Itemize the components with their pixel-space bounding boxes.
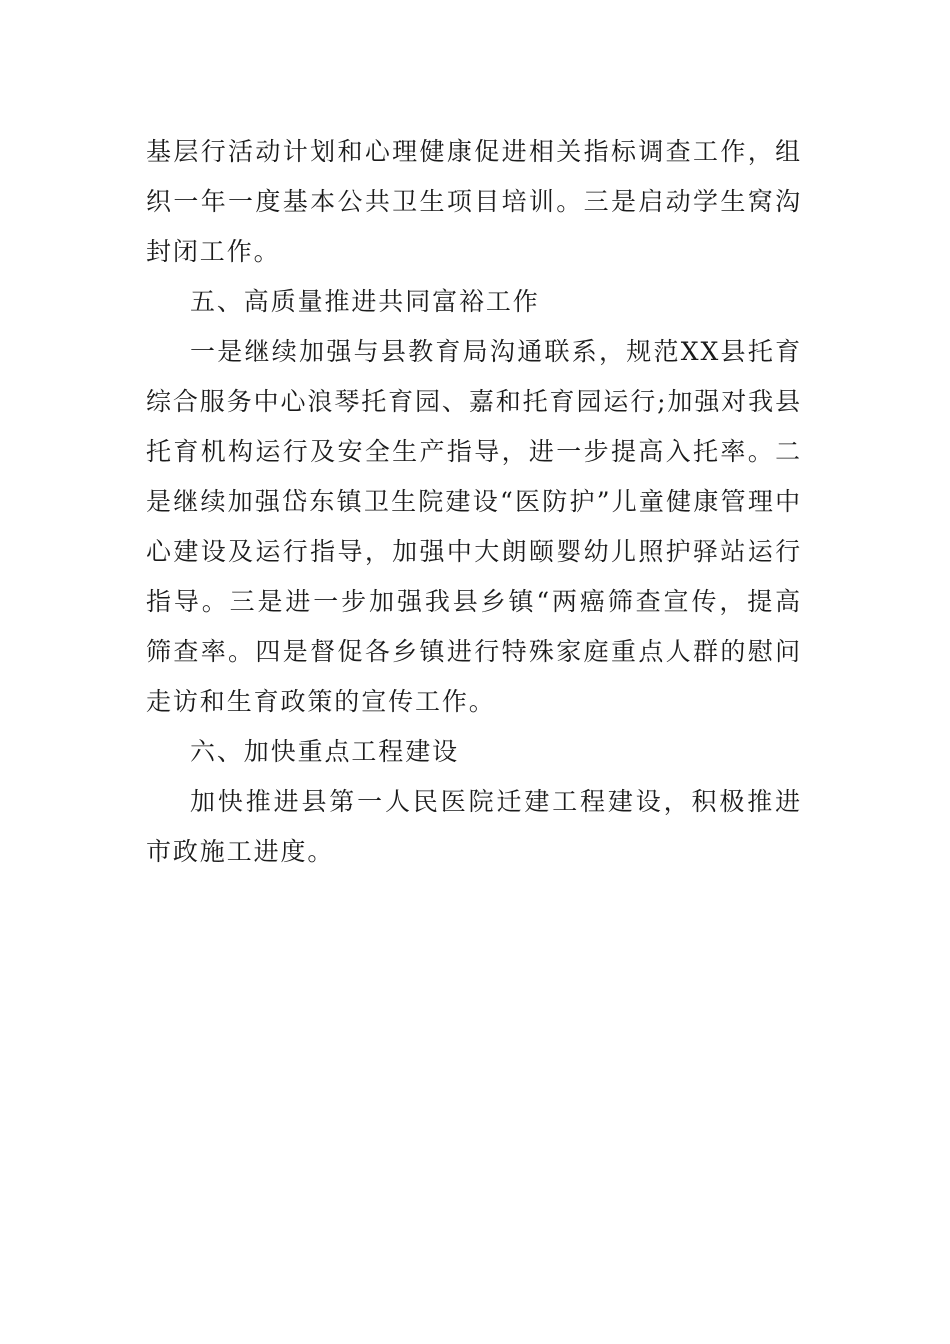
document-body <box>146 127 802 877</box>
section-heading-five: 五、高质量推进共同富裕工作 <box>190 287 540 316</box>
section-heading-six: 六、加快重点工程建设 <box>190 737 460 766</box>
paragraph-key-projects: 加快推进县第一人民医院迁建工程建设，积极推进市政施工进度。 <box>146 787 802 866</box>
paragraph-common-prosperity: 一是继续加强与县教育局沟通联系，规范XX县托育综合服务中心浪琴托育园、嘉和托育园运行;加强对我县托育机构运行及安全生产指导，进一步提高入托率。二是继续加强岱东镇卫生院建设“医防护”儿童健康管理中心建设及运行指导，加强中大朗颐婴幼儿照护驿站运行指导。三是进一步加强我县乡镇“两癌筛查宣传，提高筛查率。四是督促各乡镇进行特殊家庭重点人群的慰问走访和生育政策的宣传工作。 <box>146 337 802 716</box>
paragraph-continuation: 基层行活动计划和心理健康促进相关指标调查工作，组织一年一度基本公共卫生项目培训。三是启动学生窝沟封闭工作。 <box>146 137 802 266</box>
